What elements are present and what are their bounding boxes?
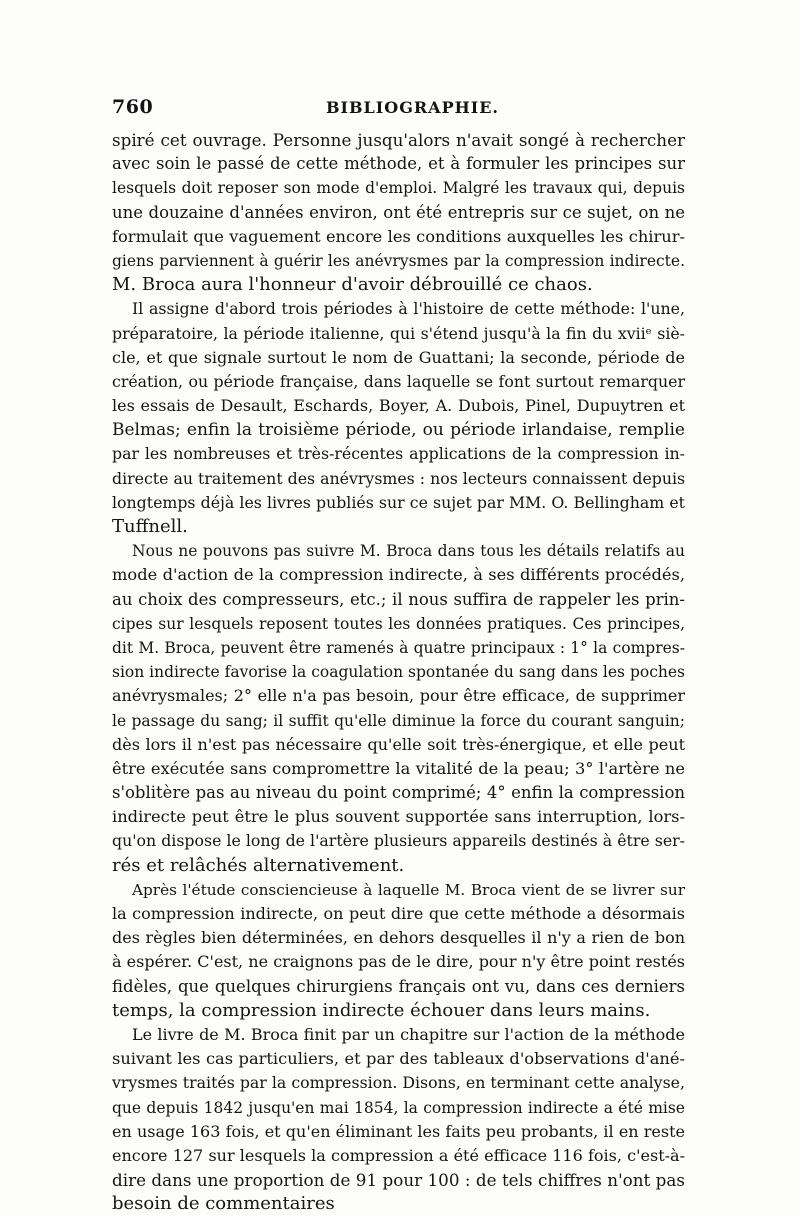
text-line: Nous ne pouvons pas suivre M. Broca dans tous les détails relatifs au bbox=[132, 542, 685, 561]
text-line: au choix des compresseurs, etc.; il nous suffira de rappeler les prin- bbox=[112, 589, 685, 609]
text-line: Belmas; enfin la troisième période, ou période irlandaise, remplie bbox=[112, 420, 685, 441]
running-title: BIBLIOGRAPHIE. bbox=[326, 98, 499, 117]
text-line: création, ou période française, dans laquelle se font surtout remarquer bbox=[112, 371, 685, 391]
text-line: mode d'action de la compression indirecte, à ses différents procédés, bbox=[112, 565, 685, 585]
running-head bbox=[112, 96, 690, 120]
text-line: préparatoire, la période italienne, qui s'étend jusqu'à la fin du xviiᵉ siè- bbox=[112, 323, 685, 343]
text-line: Le livre de M. Broca finit par un chapitre sur l'action de la méthode bbox=[132, 1024, 685, 1044]
text-line: Il assigne d'abord trois périodes à l'histoire de cette méthode: l'une, bbox=[132, 299, 685, 319]
text-line: la compression indirecte, on peut dire que cette méthode a désormais bbox=[112, 904, 685, 923]
text-line: que depuis 1842 jusqu'en mai 1854, la compression indirecte a été mise bbox=[112, 1098, 685, 1117]
paragraph bbox=[112, 539, 685, 878]
text-line: Après l'étude consciencieuse à laquelle M. Broca vient de se livrer sur bbox=[132, 880, 685, 899]
paragraph bbox=[112, 1023, 685, 1216]
text-line: giens parviennent à guérir les anévrysmes par la compression indirecte. bbox=[112, 251, 685, 270]
text-line: des règles bien déterminées, en dehors desquelles il n'y a rien de bon bbox=[112, 928, 685, 948]
text-line: vrysmes traités par la compression. Disons, en terminant cette analyse, bbox=[112, 1073, 685, 1093]
text-line: lesquels doit reposer son mode d'emploi. Malgré les travaux qui, depuis bbox=[112, 179, 685, 198]
text-line: temps, la compression indirecte échouer dans leurs mains. bbox=[112, 999, 651, 1021]
text-line: dire dans une proportion de 91 pour 100 : de tels chiffres n'ont pas bbox=[112, 1170, 685, 1191]
text-line: sion indirecte favorise la coagulation spontanée du sang dans les poches bbox=[112, 663, 685, 682]
text-line: le passage du sang; il suffit qu'elle diminue la force du courant sanguin; bbox=[112, 711, 685, 730]
text-line: à espérer. C'est, ne craignons pas de le dire, pour n'y être point restés bbox=[112, 952, 685, 972]
text-line: les essais de Desault, Eschards, Boyer, A. Dubois, Pinel, Dupuytren et bbox=[112, 396, 685, 416]
text-line: encore 127 sur lesquels la compression a été efficace 116 fois, c'est-à- bbox=[112, 1145, 685, 1165]
text-line: dit M. Broca, peuvent être ramenés à quatre principaux : 1° la compres- bbox=[112, 638, 685, 657]
page-number: 760 bbox=[112, 96, 154, 118]
text-line: s'oblitère pas au niveau du point comprimé; 4° enfin la compression bbox=[112, 783, 685, 803]
text-line: être exécutée sans compromettre la vitalité de la peau; 3° l'artère ne bbox=[112, 758, 685, 778]
paragraph bbox=[112, 297, 685, 539]
text-line: directe au traitement des anévrysmes : nos lecteurs connaissent depuis bbox=[112, 468, 685, 488]
text-line: longtemps déjà les livres publiés sur ce sujet par MM. O. Bellingham et bbox=[112, 492, 685, 512]
text-line: indirecte peut être le plus souvent supportée sans interruption, lors- bbox=[112, 807, 685, 827]
paragraph bbox=[112, 128, 685, 297]
text-line: par les nombreuses et très-récentes applications de la compression in- bbox=[112, 444, 685, 464]
text-line: suivant les cas particuliers, et par des tableaux d'observations d'ané- bbox=[112, 1049, 685, 1069]
text-line: rés et relâchés alternativement. bbox=[112, 854, 405, 876]
text-line: fidèles, que quelques chirurgiens français ont vu, dans ces derniers bbox=[112, 976, 685, 996]
text-line: spiré cet ouvrage. Personne jusqu'alors n'avait songé à rechercher bbox=[112, 130, 685, 150]
text-line: en usage 163 fois, et qu'en éliminant les faits peu probants, il en reste bbox=[112, 1121, 685, 1141]
text-line: Tuffnell. bbox=[112, 516, 188, 537]
text-line: cipes sur lesquels reposent toutes les données pratiques. Ces principes, bbox=[112, 614, 685, 633]
text-line: besoin de commentaires bbox=[112, 1193, 335, 1215]
text-line: cle, et que signale surtout le nom de Guattani; la seconde, période de bbox=[112, 347, 685, 367]
text-line: dès lors il n'est pas nécessaire qu'elle soit très-énergique, et elle peut bbox=[112, 734, 685, 754]
paragraph bbox=[112, 878, 685, 1023]
text-line: qu'on dispose le long de l'artère plusieurs appareils destinés à être ser- bbox=[112, 831, 685, 851]
text-line: une douzaine d'années environ, ont été entrepris sur ce sujet, on ne bbox=[112, 202, 685, 222]
text-line: anévrysmales; 2° elle n'a pas besoin, pour être efficace, de supprimer bbox=[112, 686, 685, 706]
text-line: formulait que vaguement encore les conditions auxquelles les chirur- bbox=[112, 226, 685, 246]
text-line: M. Broca aura l'honneur d'avoir débrouillé ce chaos. bbox=[112, 274, 593, 296]
body-text bbox=[112, 128, 685, 1216]
text-line: avec soin le passé de cette méthode, et à formuler les principes sur bbox=[112, 154, 685, 174]
